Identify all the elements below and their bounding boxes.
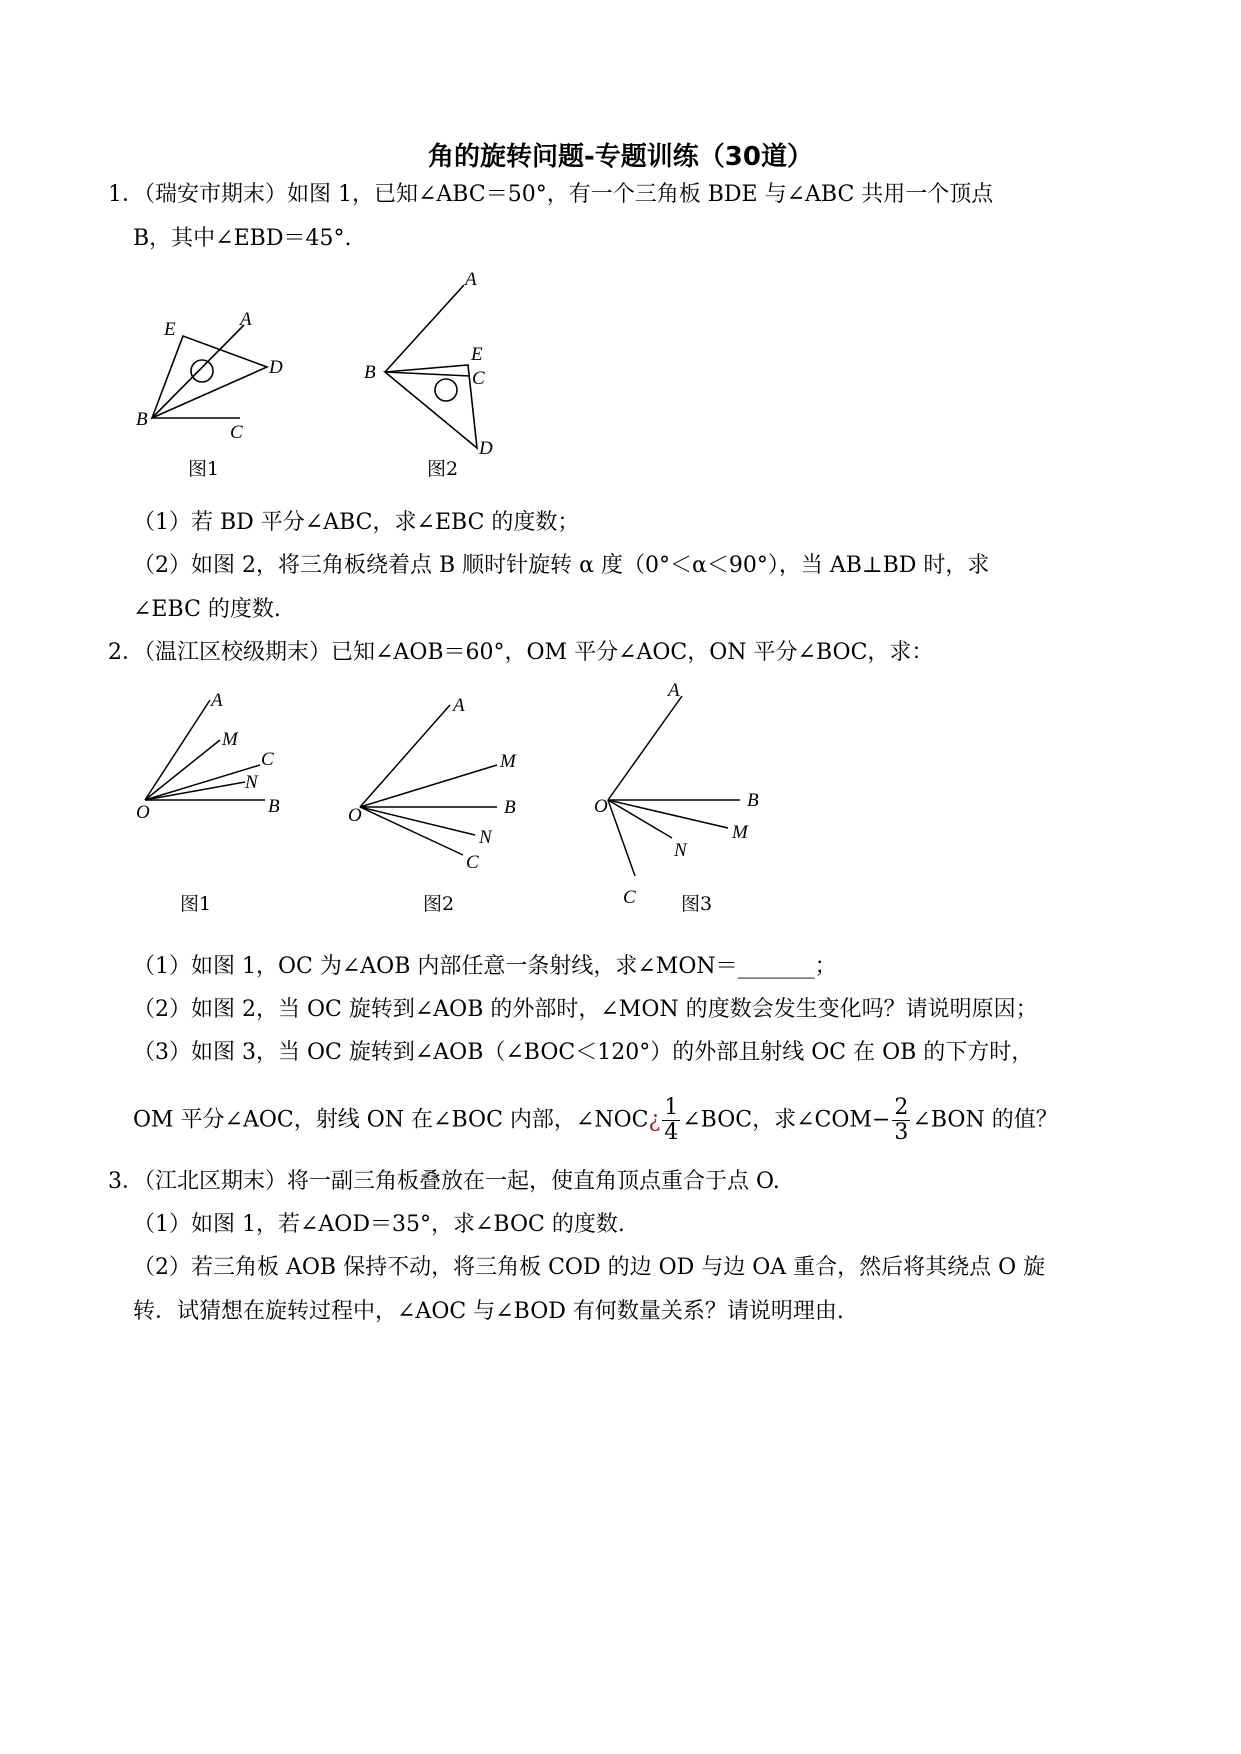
q2-fig2-label-a: A <box>453 695 465 716</box>
q1-fig2-triangle-bde <box>385 365 477 448</box>
q3-part1: （1）如图 1，若∠AOD＝35°，求∠BOC 的度数. <box>133 1212 625 1237</box>
q1-fig2-label-b: B <box>364 362 376 383</box>
q2-part3-line1: （3）如图 3，当 OC 旋转到∠AOB（∠BOC＜120°）的外部且射线 OC 在 OB 的下方时， <box>133 1040 1034 1065</box>
q1-fig1-label-e: E <box>164 319 176 340</box>
q2-stem: 2．（温江区校级期末）已知∠AOB＝60°，OM 平分∠AOC，ON 平分∠BOC，求： <box>108 640 934 665</box>
q1-fig2-hole <box>435 379 457 401</box>
q2-frac1-numerator: 1 <box>664 1095 679 1120</box>
q2-fig2-label-m: M <box>500 751 516 772</box>
q2-fig1-caption: 图1 <box>180 893 212 915</box>
q2-fig3-label-m: M <box>732 822 748 843</box>
q1-fig1-label-d: D <box>269 357 283 378</box>
q2-fig2-label-c: C <box>466 852 479 873</box>
q2-part3-mark: ¿ <box>648 1107 661 1133</box>
q1-fig2-ray-ba <box>385 285 464 372</box>
q1-fig1-label-b: B <box>136 409 148 430</box>
q1-stem-line2: B，其中∠EBD＝45°. <box>133 226 352 251</box>
q2-part1: （1）如图 1，OC 为∠AOB 内部任意一条射线，求∠MON＝_______； <box>133 954 837 979</box>
q2-frac1-denominator: 4 <box>664 1120 679 1145</box>
q1-fig2-label-c: C <box>472 368 485 389</box>
q1-fig1-hole <box>191 360 213 382</box>
q2-frac2-denominator: 3 <box>894 1120 909 1145</box>
q3-part2-line1: （2）若三角板 AOB 保持不动，将三角板 COD 的边 OD 与边 OA 重合，然后将其绕点 O 旋 <box>133 1255 1046 1280</box>
q2-fig3-label-c: C <box>623 887 636 908</box>
q2-fig3-caption: 图3 <box>681 893 713 915</box>
q2-part3-line2 <box>133 1096 1058 1145</box>
q1-part1: （1）若 BD 平分∠ABC，求∠EBC 的度数； <box>133 510 580 535</box>
q2-fig1-label-m: M <box>222 729 238 750</box>
q2-figure-1 <box>130 685 300 924</box>
q1-figure-1 <box>120 255 320 494</box>
q1-part2-line2: ∠EBC 的度数. <box>133 597 281 622</box>
q3-stem: 3．（江北区期末）将一副三角板叠放在一起，使直角顶点重合于点 O. <box>108 1169 780 1194</box>
q2-part3-text-c: ∠BON 的值？ <box>912 1107 1058 1133</box>
q1-fig1-label-c: C <box>230 422 243 443</box>
q2-fig2-label-b: B <box>504 797 516 818</box>
q1-fig2-label-d: D <box>479 438 493 459</box>
q1-fig1-caption: 图1 <box>188 458 220 480</box>
q2-fig1-label-b: B <box>268 796 280 817</box>
q2-fig1-label-n: N <box>245 772 258 793</box>
q1-stem-line1: 1．（瑞安市期末）如图 1，已知∠ABC＝50°，有一个三角板 BDE 与∠ABC 共用一个顶点 <box>108 182 994 207</box>
q2-fig1-label-c: C <box>261 749 274 770</box>
q2-fig2-label-n: N <box>479 827 492 848</box>
q2-fraction-two-thirds <box>892 1096 910 1145</box>
q2-part3-text-b: ∠BOC，求∠COM− <box>682 1107 891 1133</box>
q2-fig3-label-n: N <box>674 840 687 861</box>
q2-fig2-label-o: O <box>348 805 362 826</box>
q2-fig1-label-a: A <box>211 690 223 711</box>
q2-fig3-label-o: O <box>594 796 608 817</box>
q2-fraction-one-quarter <box>662 1096 680 1145</box>
q2-fig3-label-b: B <box>747 790 759 811</box>
q2-figure-2 <box>345 685 535 924</box>
q2-fig3-label-a: A <box>668 680 680 701</box>
q2-frac2-numerator: 2 <box>894 1095 909 1120</box>
q3-part2-line2: 转．试猜想在旋转过程中，∠AOC 与∠BOD 有何数量关系？请说明理由. <box>133 1299 844 1324</box>
q2-part3-text-a: OM 平分∠AOC，射线 ON 在∠BOC 内部，∠NOC <box>133 1107 649 1133</box>
q1-fig2-label-a: A <box>465 269 477 290</box>
q1-fig1-triangle-bde <box>152 336 267 418</box>
q1-fig1-label-a: A <box>240 309 252 330</box>
page-title: 角的旋转问题-专题训练（30道） <box>428 142 813 172</box>
q2-fig1-label-o: O <box>136 802 150 823</box>
q1-fig2-ray-bc <box>385 372 470 376</box>
q1-part2-line1: （2）如图 2，将三角板绕着点 B 顺时针旋转 α 度（0°＜α＜90°），当 AB⊥BD 时，求 <box>133 553 990 578</box>
q1-fig2-caption: 图2 <box>427 458 459 480</box>
q2-figure-3 <box>590 678 780 922</box>
q1-figure-2 <box>360 262 540 496</box>
q2-part2: （2）如图 2，当 OC 旋转到∠AOB 的外部时，∠MON 的度数会发生变化吗？请说明原因； <box>133 997 1038 1022</box>
q2-fig2-caption: 图2 <box>423 893 455 915</box>
q1-fig2-label-e: E <box>471 344 483 365</box>
